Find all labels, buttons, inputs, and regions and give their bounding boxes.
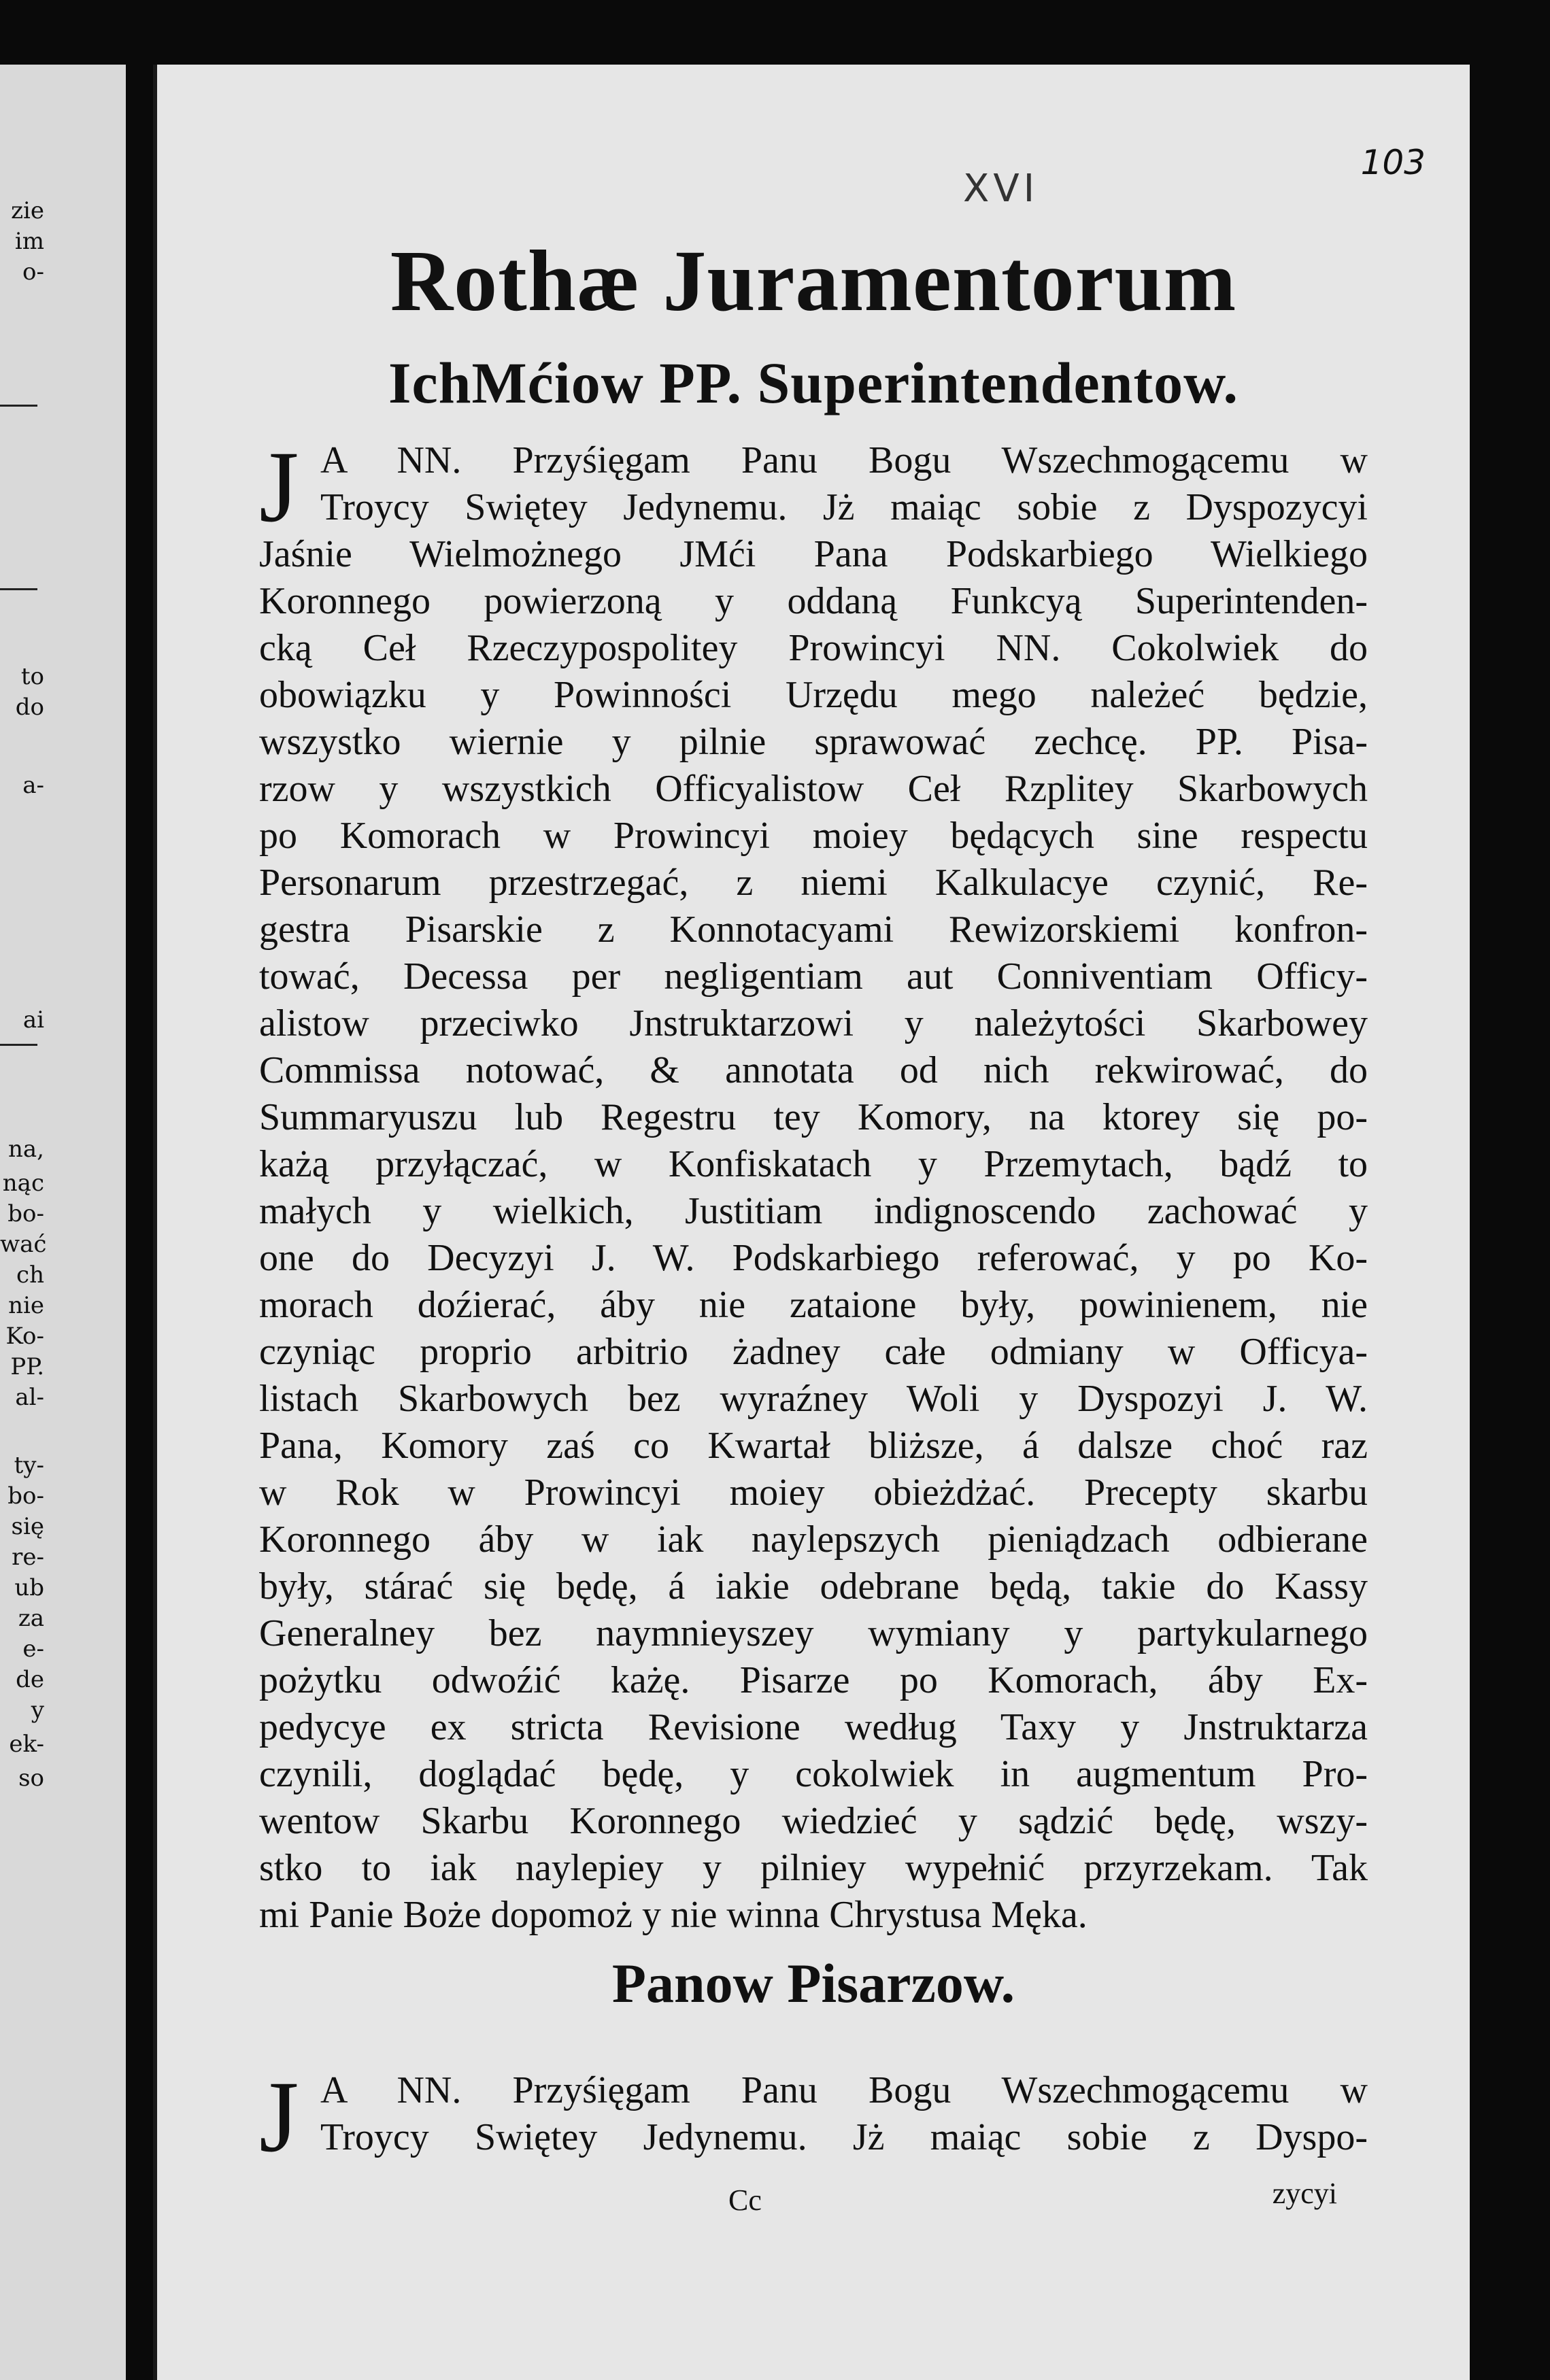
text-line: tować, Decessa per negligentiam aut Conniventiam Officy- <box>259 955 1368 998</box>
prev-fragment: al- <box>15 1384 44 1411</box>
text-line: Troycy Swiętey Jedynemu. Jż maiąc sobie z Dyspozycyi <box>320 486 1368 528</box>
text-line: Personarum przestrzegać, z niemi Kalkulacye czynić, Re- <box>259 862 1368 904</box>
library-stamp: XVI <box>963 167 1039 211</box>
page-subtitle: IchMćiow PP. Superintendentow. <box>388 350 1239 415</box>
text-line: A NN. Przyśięgam Panu Bogu Wszechmogącemu w <box>320 439 1368 481</box>
text-line: listach Skarbowych bez wyraźney Woli y Dyspozyi J. W. <box>259 1378 1368 1420</box>
text-line: A NN. Przyśięgam Panu Bogu Wszechmogącemu w <box>320 2069 1368 2111</box>
text-line: Koronnego áby w iak naylepszych pieniądzach odbierane <box>259 1518 1368 1561</box>
prev-fragment: ub <box>14 1574 44 1601</box>
prev-rule <box>0 588 37 590</box>
prev-rule <box>0 1044 37 1046</box>
prev-fragment: y <box>31 1697 44 1724</box>
prev-fragment: ek- <box>9 1731 44 1758</box>
text-line: pożytku odwoźić każę. Pisarze po Komorach, áby Ex- <box>259 1659 1368 1701</box>
drop-cap: J <box>259 430 299 543</box>
drop-cap: J <box>259 2060 299 2173</box>
page-title: Rothæ Juramentorum <box>390 233 1237 329</box>
section-heading: Panow Pisarzow. <box>611 1952 1015 2014</box>
prev-fragment: Ko- <box>5 1323 44 1350</box>
text-line: gestra Pisarskie z Konnotacyami Rewizorskiemi konfron- <box>259 908 1368 951</box>
text-line: rzow y wszystkich Officyalistow Ceł Rzplitey Skarbowych <box>259 768 1368 810</box>
catchword: zycyi <box>1272 2177 1337 2210</box>
signature-mark: Cc <box>728 2183 762 2217</box>
folio-number: 103 <box>1360 143 1426 182</box>
prev-fragment: de <box>16 1666 44 1693</box>
prev-fragment: im <box>14 228 44 255</box>
prev-fragment: bo- <box>7 1200 44 1227</box>
prev-fragment: ai <box>22 1006 44 1034</box>
text-line: małych y wielkich, Justitiam indignoscendo zachować y <box>259 1190 1368 1232</box>
text-line: pedycye ex stricta Revisione według Taxy y Jnstruktarza <box>259 1706 1368 1748</box>
prev-fragment: nąc <box>2 1170 44 1197</box>
prev-fragment: zie <box>11 197 44 224</box>
text-line: obowiązku y Powinności Urzędu mego należeć będzie, <box>259 674 1368 716</box>
text-line: Generalney bez naymnieyszey wymiany y partykularnego <box>259 1612 1368 1654</box>
text-line: morach doźierać, áby nie zataione były, powinienem, nie <box>259 1284 1368 1326</box>
prev-fragment: ch <box>16 1261 44 1289</box>
text-line: Koronnego powierzoną y oddaną Funkcyą Superintenden- <box>259 580 1368 622</box>
prev-fragment: za <box>18 1605 44 1632</box>
prev-fragment: wać <box>0 1231 47 1258</box>
prev-fragment: a- <box>22 772 44 799</box>
document-page <box>153 65 1470 2380</box>
prev-fragment: nie <box>8 1292 44 1319</box>
text-line: Summaryuszu lub Regestru tey Komory, na ktorey się po- <box>259 1096 1368 1138</box>
prev-fragment: to <box>20 663 44 690</box>
prev-fragment: so <box>18 1765 44 1792</box>
prev-fragment: re- <box>12 1544 44 1571</box>
prev-fragment: e- <box>22 1635 44 1663</box>
prev-fragment: ty- <box>14 1452 44 1479</box>
text-line: wentow Skarbu Koronnego wiedzieć y sądzić będę, wszy- <box>259 1800 1368 1842</box>
text-line: po Komorach w Prowincyi moiey będących sine respectu <box>259 815 1368 857</box>
prev-fragment: o- <box>22 258 44 286</box>
text-line: cką Ceł Rzeczypospolitey Prowincyi NN. Cokolwiek do <box>259 627 1368 669</box>
text-line: Commissa notować, & annotata od nich rekwirować, do <box>259 1049 1368 1091</box>
prev-fragment: się <box>11 1513 44 1540</box>
text-line: każą przyłączać, w Konfiskatach y Przemytach, bądź to <box>259 1143 1368 1185</box>
prev-fragment: do <box>15 694 44 721</box>
text-line: one do Decyzyi J. W. Podskarbiego referować, y po Ko- <box>259 1237 1368 1279</box>
text-line: Troycy Swiętey Jedynemu. Jż maiąc sobie z Dyspo- <box>320 2116 1368 2158</box>
text-line: Jaśnie Wielmożnego JMći Pana Podskarbiego Wielkiego <box>259 533 1368 575</box>
text-line: w Rok w Prowincyi moiey obieżdżać. Precepty skarbu <box>259 1472 1368 1514</box>
text-line: wszystko wiernie y pilnie sprawować zechcę. PP. Pisa- <box>259 721 1368 763</box>
text-line: stko to iak naylepiey y pilniey wypełnić przyrzekam. Tak <box>259 1847 1368 1889</box>
text-line: były, stárać się będę, á iakie odebrane będą, takie do Kassy <box>259 1565 1368 1608</box>
prev-fragment: na, <box>8 1136 44 1163</box>
text-line: alistow przeciwko Jnstruktarzowi y należytości Skarbowey <box>259 1002 1368 1044</box>
text-line: mi Panie Boże dopomoż y nie winna Chrystusa Męka. <box>259 1894 1088 1936</box>
oath-superintendents <box>259 430 1368 1939</box>
text-line: czyniąc proprio arbitrio żadney całe odmiany w Officya- <box>259 1331 1368 1373</box>
oath-scribes <box>259 2060 1368 2173</box>
prev-fragment: bo- <box>7 1482 44 1510</box>
prev-rule <box>0 405 37 407</box>
text-line: Pana, Komory zaś co Kwartał bliższe, á dalsze choć raz <box>259 1425 1368 1467</box>
prev-fragment: PP. <box>10 1353 44 1380</box>
previous-page-edge <box>0 65 126 2380</box>
text-line: czynili, doglądać będę, y cokolwiek in augmentum Pro- <box>259 1753 1368 1795</box>
